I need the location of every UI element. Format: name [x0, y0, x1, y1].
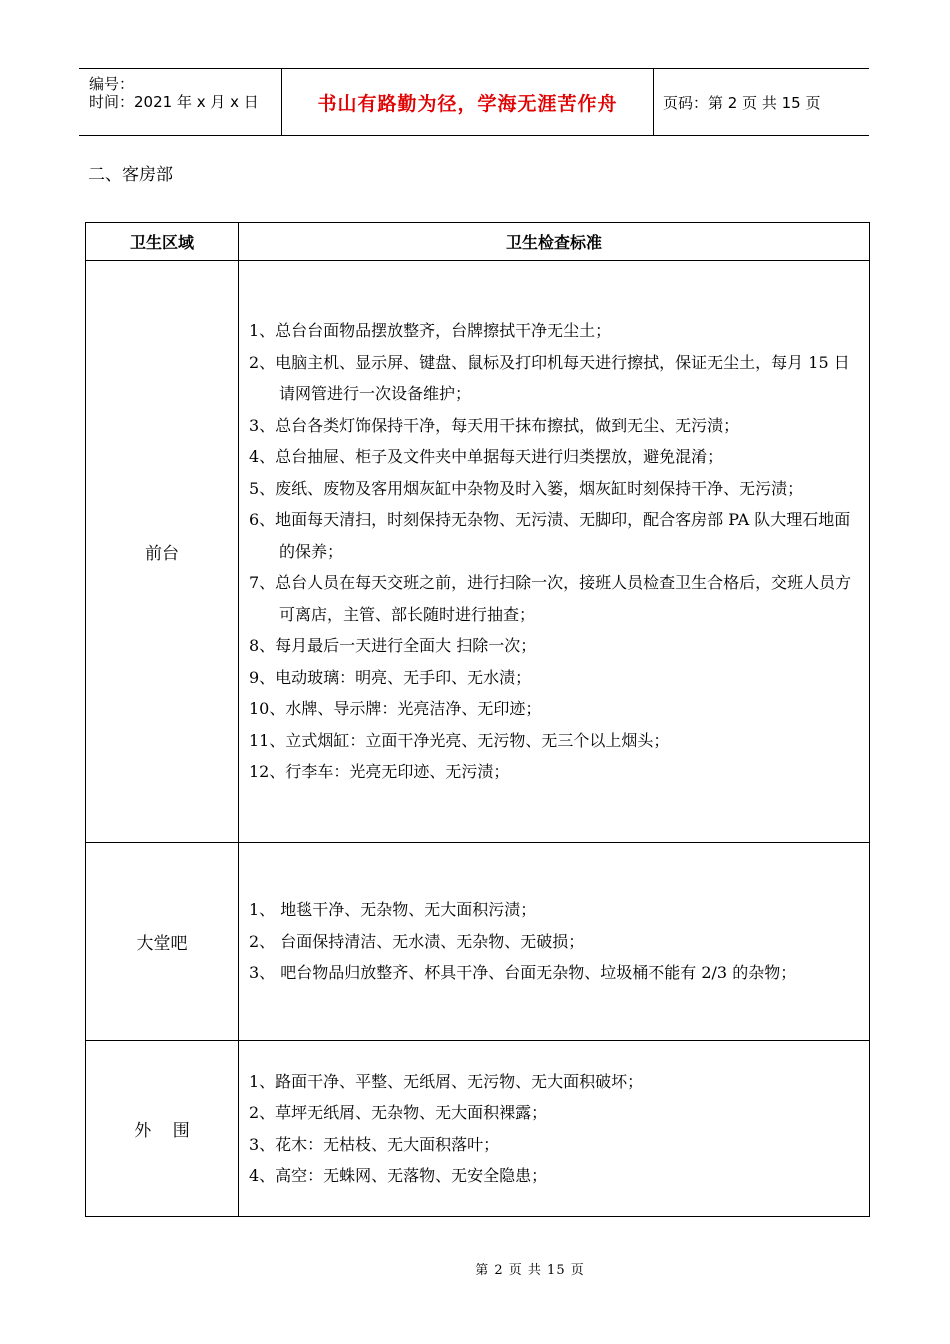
area-cell: 大堂吧	[86, 843, 239, 1041]
list-item: 1、总台台面物品摆放整齐，台牌擦拭干净无尘土；	[249, 321, 612, 341]
standards-cell	[239, 261, 870, 843]
list-item: 2、电脑主机、显示屏、键盘、鼠标及打印机每天进行擦拭，保证无尘土，每月 15 日请网管进行一次设备维护；	[249, 352, 850, 404]
column-header-standard: 卫生检查标准	[239, 223, 870, 261]
list-item: 9、电动玻璃：明亮、无手印、无水渍；	[249, 667, 532, 687]
list-item: 12、行李车：光亮无印迹、无污渍；	[249, 762, 510, 782]
header-motto-cell	[282, 69, 654, 135]
list-item: 2、 台面保持清洁、无水渍、无杂物、无破损；	[249, 931, 585, 951]
list-item: 6、地面每天清扫，时刻保持无杂物、无污渍、无脚印，配合客房部 PA 队大理石地面的保养；	[249, 510, 851, 561]
hygiene-standards-table	[85, 222, 870, 1217]
list-item: 5、废纸、废物及客用烟灰缸中杂物及时入篓，烟灰缸时刻保持干净、无污渍；	[249, 478, 804, 498]
list-item: 2、草坪无纸屑、无杂物、无大面积裸露；	[249, 1103, 548, 1122]
table-row	[86, 261, 870, 843]
section-title: 二、客房部	[88, 165, 173, 185]
column-header-area: 卫生区域	[86, 223, 239, 261]
list-item: 4、高空：无蛛网、无落物、无安全隐患；	[249, 1166, 548, 1185]
time-label: 时间：2021 年 x 月 x 日	[89, 93, 259, 111]
list-item: 3、 吧台物品归放整齐、杯具干净、台面无杂物、垃圾桶不能有 2/3 的杂物；	[249, 963, 797, 983]
list-item: 4、总台抽屉、柜子及文件夹中单据每天进行归类摆放，避免混淆；	[249, 447, 724, 467]
page-info: 页码：第 2 页 共 15 页	[663, 93, 821, 112]
document-header	[79, 68, 869, 136]
number-label: 编号：	[89, 75, 135, 93]
standards-cell	[239, 843, 870, 1041]
area-cell: 外 围	[86, 1041, 239, 1217]
header-meta	[79, 69, 282, 135]
table-row	[86, 1041, 870, 1217]
list-item: 11、立式烟缸：立面干净光亮、无污物、无三个以上烟头；	[249, 730, 670, 750]
table-row	[86, 843, 870, 1041]
list-item: 10、水牌、导示牌：光亮洁净、无印迹；	[249, 699, 542, 719]
list-item: 7、总台人员在每天交班之前，进行扫除一次，接班人员检查卫生合格后，交班人员方可离店，主管、部长随时进行抽查；	[249, 573, 852, 624]
area-cell: 前台	[86, 261, 239, 843]
list-item: 1、 地毯干净、无杂物、无大面积污渍；	[249, 900, 537, 920]
page-footer	[0, 1259, 950, 1278]
table-header-row	[86, 223, 870, 261]
list-item: 3、总台各类灯饰保持干净，每天用干抹布擦拭，做到无尘、无污渍；	[249, 415, 740, 435]
standards-cell	[239, 1041, 870, 1217]
list-item: 3、花木：无枯枝、无大面积落叶；	[249, 1134, 500, 1154]
list-item: 8、每月最后一天进行全面大 扫除一次；	[249, 636, 537, 656]
footer-page-number: 第 2 页 共 15 页	[475, 1263, 585, 1278]
list-item: 1、路面干净、平整、无纸屑、无污物、无大面积破坏；	[249, 1071, 644, 1091]
motto-text: 书山有路勤为径，学海无涯苦作舟	[317, 92, 618, 115]
